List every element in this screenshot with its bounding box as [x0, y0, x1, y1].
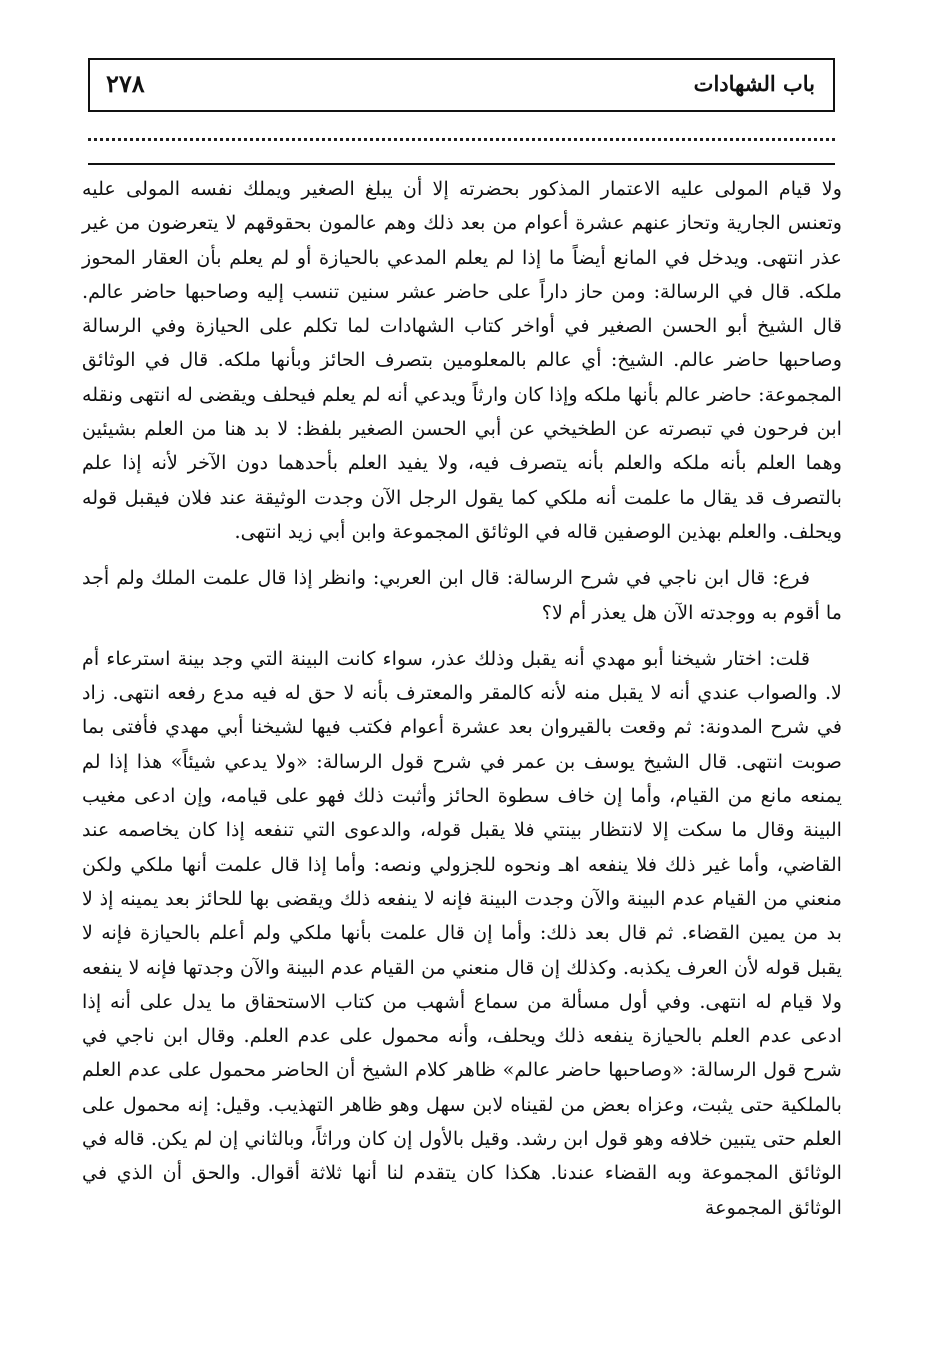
- chapter-title: باب الشهادات: [693, 71, 815, 96]
- dotted-separator: [88, 138, 835, 141]
- paragraph: فرع: قال ابن ناجي في شرح الرسالة: قال ابن العربي: وانظر إذا قال علمت الملك ولم أجد ما أقوم به ووجدته الآن هل يعذر أم لا؟: [82, 566, 842, 624]
- body-text: [82, 172, 842, 1225]
- paragraph: قلت: اختار شيخنا أبو مهدي أنه يقبل وذلك عذر، سواء كانت البينة التي وجد بينة استرعاء أم لا. والصواب عندي أنه لا يقبل منه لأنه كالمقر والمعترف بأنه لا حق له فيه مدع رفعه انتهى. زاد في شرح المدونة: ثم وقعت بالقيروان بعد عشرة أعوام فكتب فيها لشيخنا أبي مهدي فأفتى بما صوبت انتهى. قال الشيخ يوسف بن عمر في شرح قول الرسالة: «ولا يدعي شيئاً» هذا إذا لم يمنعه مانع من القيام، وأما إن خاف سطوة الحائز وأثبت ذلك فهو على قيامه، وإن ادعى مغيب البينة وقال ما سكت إلا لانتظار بينتي فلا يقبل قوله، والدعوى التي تنفعه إذا كان يخاصمه عند القاضي، وأما غير ذلك فلا ينفعه اهـ ونحوه للجزولي ونصه: وأما إذا قال علمت أنها ملكي ولكن منعني من القيام عدم البينة والآن وجدت البينة فإنه لا ينفعه ذلك ويقضى بها للحائز بعد يمينه إذ لا بد من يمين القضاء. ثم قال بعد ذلك: وأما إن قال علمت بأنها ملكي ولم أعلم بالحيازة فإنه لا يقبل قوله لأن العرف يكذبه. وكذلك إن قال منعني من القيام عدم البينة والآن وجدتها فإنه لا ينفعه ولا قيام له انتهى. وفي أول مسألة من سماع أشهب من كتاب الاستحقاق ما يدل على أنه إذا ادعى عدم العلم بالحيازة ينفعه ذلك ويحلف، وأنه محمول على عدم العلم. وقال ابن ناجي في شرح قول الرسالة: «وصاحبها حاضر عالم» ظاهر كلام الشيخ أن الحاضر محمول على عدم العلم بالملكية حتى يثبت، وعزاه بعض من لقيناه لابن سهل وهو ظاهر التهذيب. وقيل: إنه محمول على العلم حتى يتبين خلافه وهو قول ابن رشد. وقيل بالأول إن كان وراثاً، وبالثاني إن لم يكن. قاله في الوثائق المجموعة وبه القضاء عندنا. هكذا كان يتقدم لنا أنها ثلاثة أقوال. والحق أن الذي في الوثائق المجموعة: [82, 646, 842, 1219]
- header-rule: [88, 163, 835, 165]
- paragraph: ولا قيام المولى عليه الاعتمار المذكور بحضرته إلا أن يبلغ الصغير ويملك نفسه المولى عليه وتعنس الجارية وتحاز عنهم عشرة أعوام من بعد ذلك وهم عالمون بحقوقهم لا يتعرضون من غير عذر انتهى. ويدخل في المانع أيضاً ما إذا لم يعلم المدعي بالحيازة أو لم يعلم بأن العقار المحوز ملكه. قال في الرسالة: ومن حاز داراً على حاضر عشر سنين تنسب إليه وصاحبها حاضر عالم. قال الشيخ أبو الحسن الصغير في أواخر كتاب الشهادات لما تكلم على الحيازة وفي الرسالة وصاحبها حاضر عالم. الشيخ: أي عالم بالمعلومين بتصرف الحائز وبأنها ملكه. قال في الوثائق المجموعة: حاضر عالم بأنها ملكه وإذا كان وارثاً ويدعي أنه لم يعلم فيحلف ويقضى له انتهى ونقله ابن فرحون في تبصرته عن الطخيخي عن أبي الحسن الصغير بلفظ: لا بد هنا من العلم بشيئين وهما العلم بأنه ملكه والعلم بأنه يتصرف فيه، ولا يفيد العلم بأحدهما دون الآخر لأنه إذا علم بالتصرف قد يقال ما علمت أنه ملكي كما يقول الرجل الآن وجدت الوثيقة عند فلان فيقبل قوله ويحلف. والعلم بهذين الوصفين قاله في الوثائق المجموعة وابن أبي زيد انتهى.: [82, 177, 842, 543]
- page-number: ٢٧٨: [106, 69, 145, 98]
- running-header: [88, 58, 835, 112]
